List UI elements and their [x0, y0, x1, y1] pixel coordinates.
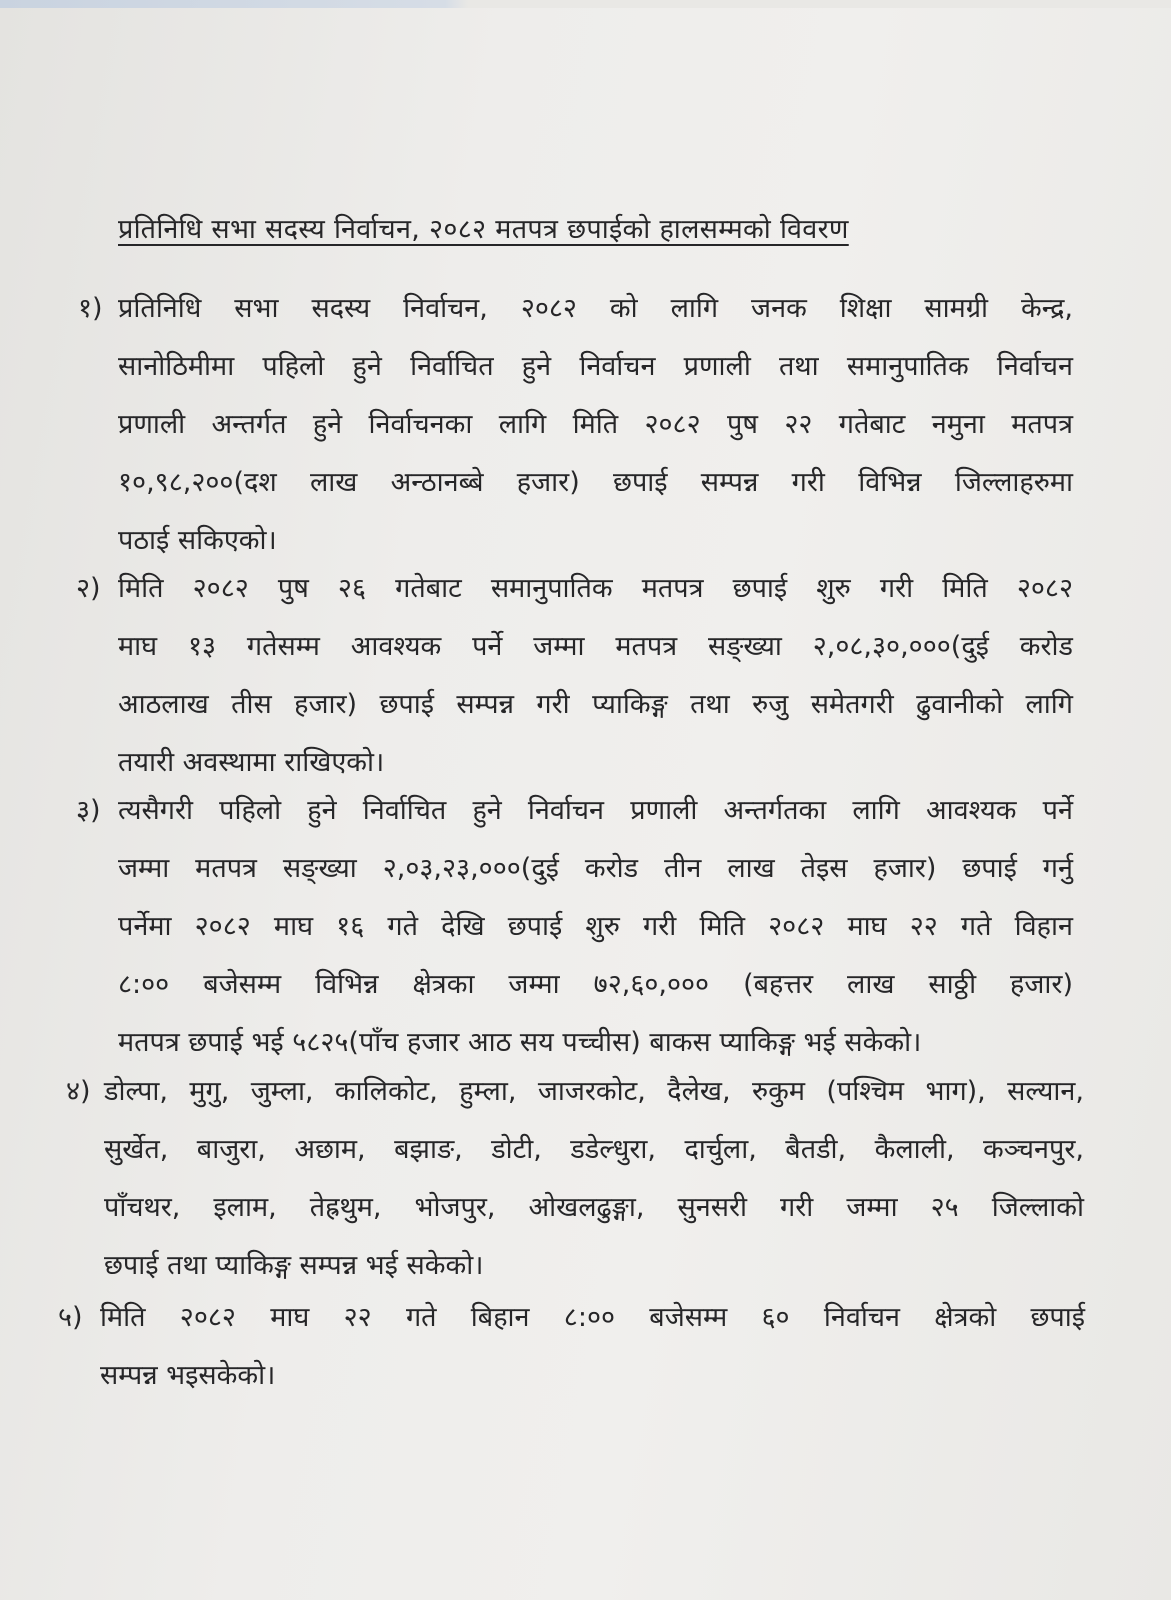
list-item-line: आठलाख तीस हजार) छपाई सम्पन्न गरी प्याकिङ्ग तथा रुजु समेतगरी ढुवानीको लागि — [118, 689, 1073, 720]
list-item-line: ८:०० बजेसम्म विभिन्न क्षेत्रका जम्मा ७२,६०,००० (बहत्तर लाख साठ्ठी हजार) — [118, 969, 1073, 1000]
list-item-line: मिति २०८२ पुष २६ गतेबाट समानुपातिक मतपत्र छपाई शुरु गरी मिति २०८२ — [118, 573, 1073, 604]
list-item-line: माघ १३ गतेसम्म आवश्यक पर्ने जम्मा मतपत्र सङ्ख्या २,०८,३०,०००(दुई करोड — [118, 631, 1073, 662]
list-item-line: पर्नेमा २०८२ माघ १६ गते देखि छपाई शुरु गरी मिति २०८२ माघ २२ गते विहान — [118, 911, 1073, 942]
list-item-number: ३) — [76, 795, 101, 826]
list-item-line: सुर्खेत, बाजुरा, अछाम, बझाङ, डोटी, डडेल्धुरा, दार्चुला, बैतडी, कैलाली, कञ्चनपुर, — [104, 1134, 1084, 1165]
list-item-2 — [76, 560, 1073, 792]
list-item-line: पाँचथर, इलाम, तेह्रथुम, भोजपुर, ओखलढुङ्गा, सुनसरी गरी जम्मा २५ जिल्लाको — [104, 1192, 1084, 1223]
document-title: प्रतिनिधि सभा सदस्य निर्वाचन, २०८२ मतपत्र छपाईको हालसम्मको विवरण — [118, 214, 849, 245]
list-item-line: जम्मा मतपत्र सङ्ख्या २,०३,२३,०००(दुई करोड तीन लाख तेइस हजार) छपाई गर्नु — [118, 853, 1073, 884]
list-item-line: सम्पन्न भइसकेको। — [100, 1360, 276, 1391]
list-item-number: २) — [76, 573, 101, 604]
list-item-line: त्यसैगरी पहिलो हुने निर्वाचित हुने निर्वाचन प्रणाली अन्तर्गतका लागि आवश्यक पर्ने — [118, 795, 1073, 826]
list-item-4 — [66, 1063, 1084, 1295]
list-item-5 — [58, 1289, 1085, 1405]
list-item-number: ५) — [58, 1302, 83, 1333]
list-item-number: १) — [78, 293, 103, 324]
list-item-line: छपाई तथा प्याकिङ्ग सम्पन्न भई सकेको। — [104, 1250, 484, 1281]
list-item-line: सानोठिमीमा पहिलो हुने निर्वाचित हुने निर्वाचन प्रणाली तथा समानुपातिक निर्वाचन — [118, 351, 1073, 382]
list-item-3 — [76, 782, 1073, 1072]
list-item-line: प्रणाली अन्तर्गत हुने निर्वाचनका लागि मिति २०८२ पुष २२ गतेबाट नमुना मतपत्र — [118, 409, 1073, 440]
list-item-1 — [78, 280, 1073, 570]
list-item-line: डोल्पा, मुगु, जुम्ला, कालिकोट, हुम्ला, जाजरकोट, दैलेख, रुकुम (पश्चिम भाग), सल्यान, — [104, 1076, 1084, 1107]
list-item-line: प्रतिनिधि सभा सदस्य निर्वाचन, २०८२ को लागि जनक शिक्षा सामग्री केन्द्र, — [118, 293, 1073, 324]
list-item-number: ४) — [66, 1076, 91, 1107]
list-item-line: मिति २०८२ माघ २२ गते बिहान ८:०० बजेसम्म ६० निर्वाचन क्षेत्रको छपाई — [100, 1302, 1085, 1333]
list-item-line: मतपत्र छपाई भई ५८२५(पाँच हजार आठ सय पच्चीस) बाकस प्याकिङ्ग भई सकेको। — [118, 1027, 922, 1058]
list-item-line: १०,९८,२००(दश लाख अन्ठानब्बे हजार) छपाई सम्पन्न गरी विभिन्न जिल्लाहरुमा — [118, 467, 1073, 498]
list-item-line: तयारी अवस्थामा राखिएको। — [118, 747, 385, 778]
list-item-line: पठाई सकिएको। — [118, 525, 277, 556]
